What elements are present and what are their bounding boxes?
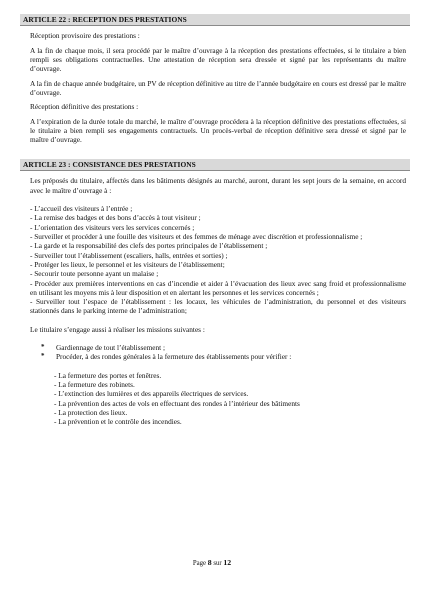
check-item: - La fermeture des robinets. bbox=[54, 380, 135, 390]
monthly-reception-paragraph: A la fin de chaque mois, il sera procédé par le maître d’ouvrage à la réception des prestations effectuées, si le titulaire a bien rempli ses obligations contractuelles. Une attestation de réception sera dressée et signé par les représentants du maître d’ouvrage. bbox=[30, 45, 406, 74]
check-item: - L’extinction des lumières et des appareils électriques de services. bbox=[54, 389, 249, 399]
duty-item: - Surveiller et procéder à une fouille des visiteurs et des femmes de ménage avec discrétion et professionnalisme ; bbox=[30, 231, 363, 241]
current-page-number: 8 bbox=[207, 558, 212, 567]
duty-item: - L’orientation des visiteurs vers les services concernés ; bbox=[30, 222, 195, 232]
provisional-reception-subtitle: Réception provisoire des prestations : bbox=[30, 31, 140, 41]
page-number-footer bbox=[0, 558, 424, 567]
asterisk-bullet-icon: * bbox=[41, 352, 45, 361]
asterisk-bullet-icon: * bbox=[41, 343, 45, 352]
duty-item: - L’accueil des visiteurs à l’entrée ; bbox=[30, 203, 133, 213]
check-item: - La fermeture des portes et fenêtres. bbox=[54, 370, 162, 380]
check-item: - La prévention des actes de vols en effectuant des rondes à l’intérieur des bâtiments bbox=[54, 398, 300, 408]
mission-text: Procéder, à des rondes générales à la fermeture des établissements pour vérifier : bbox=[56, 352, 292, 362]
duty-item: - La garde et la responsabilité des clefs des portes principales de l’établissement ; bbox=[30, 241, 268, 251]
duty-item: - Surveiller tout l’établissement (escaliers, halls, entrées et sorties) ; bbox=[30, 250, 228, 260]
article-22-body bbox=[20, 31, 410, 144]
missions-intro: Le titulaire s’engage aussi à réaliser les missions suivantes : bbox=[30, 324, 205, 334]
check-item: - La prévention et le contrôle des incendies. bbox=[54, 417, 182, 427]
mission-item bbox=[30, 352, 406, 361]
final-reception-paragraph: A l’expiration de la durée totale du marché, le maître d’ouvrage procédera à la réception définitive des prestations effectuées, si le titulaire a bien rempli ses engagements contractuels. Un procès-verbal de réception définitive sera dressé et signé par le maître d’ouvrage. bbox=[30, 116, 406, 145]
duty-item: - Procéder aux premières interventions en cas d’incendie et aider à l’évacuation des lieux avec sang froid et professionnalisme en utilisant les moyens mis à leur disposition et en alertant les personnes et les services concernés ; bbox=[30, 278, 406, 297]
page-content bbox=[20, 14, 410, 427]
page-word: Page bbox=[192, 560, 207, 567]
article-23-body bbox=[20, 176, 410, 427]
missions-list bbox=[30, 343, 406, 362]
duty-item: - Protéger les lieux, le personnel et les visiteurs de l’établissement; bbox=[30, 259, 225, 269]
duty-item: - Surveiller tout l’espace de l’établissement : les locaux, les véhicules de l’administration, du personnel et des visiteurs stationnés dans le parking interne de l’administration; bbox=[30, 297, 406, 316]
mission-text: Gardiennage de tout l’établissement ; bbox=[56, 343, 166, 353]
duty-item: - Secourir toute personne ayant un malaise ; bbox=[30, 269, 159, 279]
duties-intro: Les préposés du titulaire, affectés dans les bâtiments désignés au marché, auront, durant les sept jours de la semaine, en accord avec le maître d’ouvrage à : bbox=[30, 176, 406, 195]
article-22-heading: ARTICLE 22 : RECEPTION DES PRESTATIONS bbox=[20, 14, 410, 26]
duties-list bbox=[30, 204, 406, 316]
final-reception-subtitle: Réception définitive des prestations : bbox=[30, 102, 139, 112]
total-pages-number: 12 bbox=[223, 558, 232, 567]
check-item: - La protection des lieux. bbox=[54, 408, 128, 418]
article-23-heading: ARTICLE 23 : CONSISTANCE DES PRESTATIONS bbox=[20, 159, 410, 171]
mission-item bbox=[30, 343, 406, 352]
yearly-reception-paragraph: A la fin de chaque année budgétaire, un PV de réception définitive au titre de l’année budgétaire en cours est dressé par le maître d’ouvrage. bbox=[30, 78, 406, 98]
checks-list bbox=[30, 371, 406, 427]
of-word: sur bbox=[213, 560, 222, 567]
duty-item: - La remise des badges et des bons d’accès à tout visiteur ; bbox=[30, 213, 201, 223]
